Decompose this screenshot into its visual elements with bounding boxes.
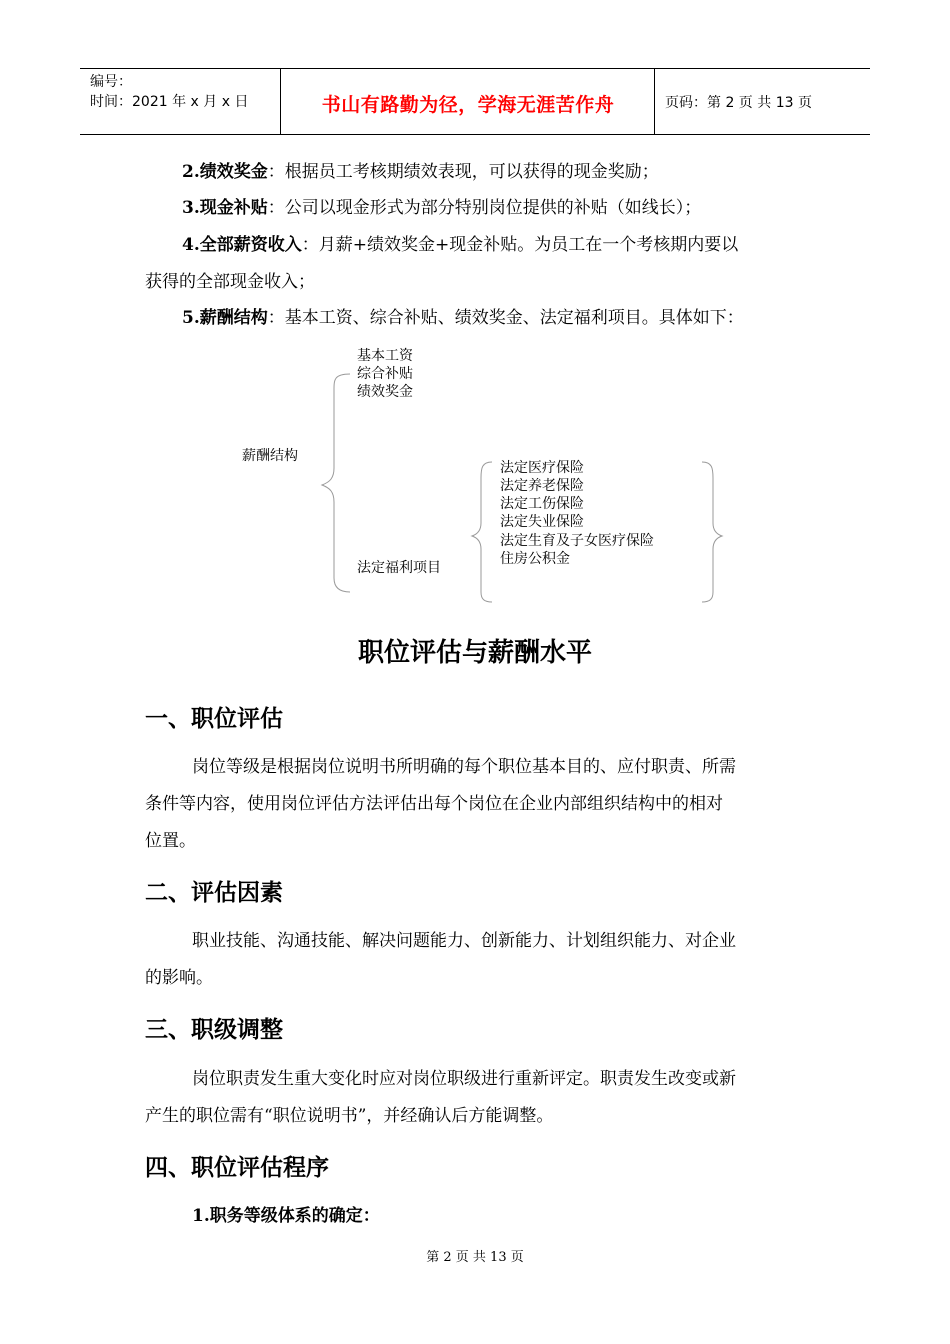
header-number-label: 编号： bbox=[90, 74, 132, 90]
diagram-welfare-item: 住房公积金 bbox=[500, 551, 570, 567]
section-heading: 二、评估因素 bbox=[145, 879, 283, 906]
definition-item-2 bbox=[182, 154, 659, 190]
section-line: 条件等内容，使用岗位评估方法评估出每个岗位在企业内部组织结构中的相对 bbox=[145, 794, 723, 814]
diagram-branch-item: 综合补贴 bbox=[357, 366, 413, 382]
definition-item-4-cont: 获得的全部现金收入； bbox=[145, 272, 315, 292]
definition-term: 5.薪酬结构 bbox=[182, 308, 268, 328]
diagram-root-label: 薪酬结构 bbox=[242, 448, 298, 464]
section-line: 岗位职责发生重大变化时应对岗位职级进行重新评定。职责发生改变或新 bbox=[192, 1069, 736, 1089]
document-title: 职位评估与薪酬水平 bbox=[357, 638, 592, 668]
diagram-welfare-item: 法定失业保险 bbox=[500, 514, 584, 530]
section-line: 产生的职位需有“职位说明书”，并经确认后方能调整。 bbox=[145, 1106, 554, 1126]
header-divider-2 bbox=[654, 68, 655, 135]
section-line: 的影响。 bbox=[145, 968, 213, 988]
diagram-welfare-label: 法定福利项目 bbox=[357, 560, 441, 576]
section-line: 岗位等级是根据岗位说明书所明确的每个职位基本目的、应付职责、所需 bbox=[192, 757, 736, 777]
diagram-welfare-item: 法定医疗保险 bbox=[500, 460, 584, 476]
definition-item-4 bbox=[182, 227, 738, 263]
diagram-welfare-item: 法定养老保险 bbox=[500, 478, 584, 494]
welfare-left-brace bbox=[472, 462, 492, 602]
definition-item-5 bbox=[182, 300, 744, 336]
definition-text: ：月薪+绩效奖金+现金补贴。为员工在一个考核期内要以 bbox=[301, 235, 739, 255]
definition-term: 2.绩效奖金 bbox=[182, 162, 268, 182]
definition-text: ：基本工资、综合补贴、绩效奖金、法定福利项目。具体如下： bbox=[267, 308, 744, 328]
definition-item-3 bbox=[182, 190, 701, 226]
main-brace bbox=[322, 374, 350, 592]
page-header bbox=[80, 68, 870, 135]
header-top-rule bbox=[80, 68, 870, 69]
header-motto: 书山有路勤为径，学海无涯苦作舟 bbox=[321, 94, 615, 116]
header-page-info: 页码：第 2 页 共 13 页 bbox=[665, 95, 812, 111]
definition-text: ：公司以现金形式为部分特别岗位提供的补贴（如线长）； bbox=[267, 198, 702, 218]
section-heading: 一、职位评估 bbox=[145, 705, 283, 732]
salary-structure-diagram bbox=[230, 340, 730, 610]
section-heading: 三、职级调整 bbox=[145, 1016, 283, 1043]
header-bottom-rule bbox=[80, 134, 870, 135]
definition-term: 3.现金补贴 bbox=[182, 198, 268, 218]
diagram-branch-item: 基本工资 bbox=[357, 348, 413, 364]
section-line: 位置。 bbox=[145, 831, 196, 851]
header-date-label: 时间：2021 年 x 月 x 日 bbox=[90, 94, 249, 110]
header-meta bbox=[90, 72, 248, 112]
section-heading: 四、职位评估程序 bbox=[145, 1154, 329, 1181]
definition-term: 4.全部薪资收入 bbox=[182, 235, 302, 255]
page-footer: 第 2 页 共 13 页 bbox=[426, 1250, 524, 1265]
diagram-welfare-item: 法定工伤保险 bbox=[500, 496, 584, 512]
header-divider-1 bbox=[280, 68, 281, 135]
definition-text: ：根据员工考核期绩效表现，可以获得的现金奖励； bbox=[267, 162, 659, 182]
section-subheading: 1.职务等级体系的确定： bbox=[192, 1206, 380, 1226]
diagram-branch-item: 绩效奖金 bbox=[357, 384, 413, 400]
section-line: 职业技能、沟通技能、解决问题能力、创新能力、计划组织能力、对企业 bbox=[192, 931, 736, 951]
diagram-welfare-item: 法定生育及子女医疗保险 bbox=[500, 533, 654, 549]
welfare-right-brace bbox=[702, 462, 722, 602]
diagram-braces bbox=[230, 340, 730, 610]
